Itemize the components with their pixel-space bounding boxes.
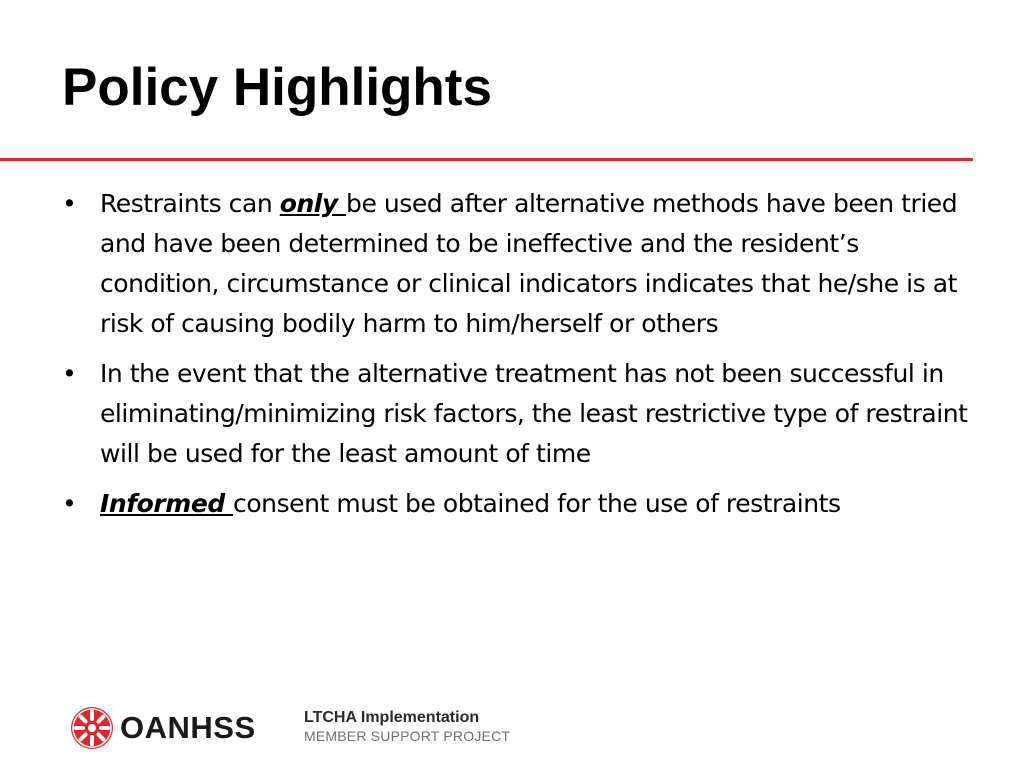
bullet-item bbox=[62, 184, 974, 344]
bullet-emphasis: Informed bbox=[100, 489, 234, 518]
project-title: LTCHA Implementation bbox=[304, 709, 480, 726]
bullet-text-after: be used after alternative methods have been tried and have been determined to be ineffective and the resident’s condition, circumstance or clinical indicators indicates that he/she is at risk of causing bodily harm to him/herself or others bbox=[100, 189, 958, 338]
project-subtitle: MEMBER SUPPORT PROJECT bbox=[304, 728, 511, 744]
bullet-dot: • bbox=[62, 359, 77, 388]
bullet-item bbox=[62, 354, 974, 474]
title-divider bbox=[0, 158, 973, 161]
oanhss-wordmark: OANHSS bbox=[120, 710, 256, 745]
bullet-text: In the event that the alternative treatment has not been successful in eliminating/minimizing risk factors, the least restrictive type of restraint will be used for the least amount of time bbox=[100, 359, 968, 468]
bullet-text-before: Restraints can bbox=[100, 189, 280, 218]
bullet-item bbox=[62, 484, 974, 524]
slide-title: Policy Highlights bbox=[62, 58, 492, 117]
bullet-emphasis: only bbox=[279, 189, 347, 218]
bullet-text-after: consent must be obtained for the use of restraints bbox=[233, 489, 841, 518]
oanhss-seal-icon bbox=[70, 706, 114, 750]
project-label bbox=[304, 709, 510, 745]
oanhss-logo bbox=[70, 704, 256, 752]
bullet-dot: • bbox=[62, 489, 77, 518]
bullet-list bbox=[62, 184, 974, 534]
bullet-dot: • bbox=[62, 189, 77, 218]
